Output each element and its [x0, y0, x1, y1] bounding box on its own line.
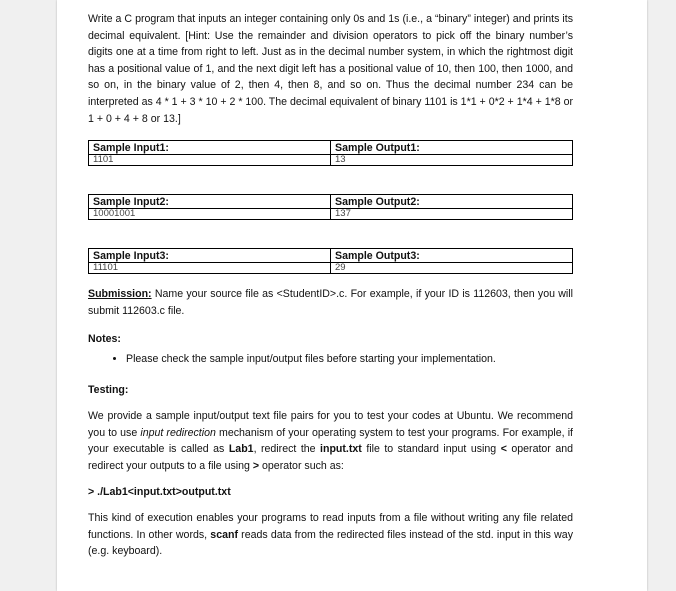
- sample-table-1: [88, 140, 573, 166]
- command-example: > ./Lab1<input.txt>output.txt: [88, 485, 231, 498]
- testing-heading: Testing:: [88, 383, 129, 396]
- notes-heading: Notes:: [88, 333, 121, 346]
- sample-input-label: Sample Input2:: [93, 196, 169, 209]
- input-file-name: input.txt: [320, 443, 362, 456]
- executable-name: Lab1: [228, 443, 254, 456]
- sample-input-cell: [89, 195, 331, 220]
- scanf-paragraph: [88, 510, 573, 560]
- sample-input-value: 1101: [89, 154, 330, 165]
- sample-output-cell: [331, 249, 573, 274]
- sample-output-cell: [331, 195, 573, 220]
- scanf-keyword: scanf: [210, 528, 238, 541]
- sample-output-cell: [331, 141, 573, 166]
- testing-text: operator and redirect your outputs to a file using: [88, 443, 573, 472]
- greater-than-operator: >: [252, 459, 260, 472]
- sample-output-value: 137: [331, 208, 572, 219]
- testing-text: , redirect the: [253, 443, 321, 456]
- testing-text: reads data from the redirected files instead of the std. input in this way (e.g. keyboard).: [88, 528, 573, 558]
- sample-output-label: Sample Output2:: [335, 196, 420, 209]
- sample-input-cell: [89, 249, 331, 274]
- sample-input-label: Sample Input3:: [93, 250, 169, 263]
- notes-item: • Please check the sample input/output files before starting your implementation.: [126, 351, 573, 368]
- sample-input-value: 10001001: [89, 208, 330, 219]
- testing-text: operator such as:: [259, 459, 344, 472]
- submission-text: Name your source file as <StudentID>.c. For example, if your ID is 112603, then you will submit 112603.c file.: [88, 288, 573, 317]
- problem-statement: Write a C program that inputs an integer containing only 0s and 1s (i.e., a “binary” integer) and prints its decimal equivalent. [Hint: Use the remainder and division operators to pick off the binary number’s digits one at a time from right to left. Just as in the decimal number system, in which the rightmost digit has a positional value of 1, and the next digit left has a positional value of 10, then 100, then 1000, and so on, in the binary value of 2, then 4, then 8, and so on. Thus the decimal number 234 can be interpreted as 4 * 1 + 3 * 10 + 2 * 100. The decimal equivalent of binary 1101 is 1*1 + 0*2 + 1*4 + 1*8 or 1 + 0 + 4 + 8 or 13.]: [88, 13, 573, 125]
- testing-text: file to standard input using: [361, 443, 501, 456]
- less-than-operator: <: [500, 443, 507, 456]
- testing-text: We provide a sample input/output text file pairs for you to test your codes at Ubuntu. We recommend you to use: [88, 410, 573, 439]
- sample-table-3: [88, 248, 573, 274]
- document-page: [57, 0, 647, 591]
- testing-text: This kind of execution enables your programs to read inputs from a file without writing any file related functions. In other words,: [88, 512, 573, 541]
- sample-input-value: 11101: [89, 262, 330, 273]
- document-content: [88, 11, 573, 560]
- submission-label: Submission:: [88, 288, 152, 301]
- sample-output-label: Sample Output3:: [335, 250, 420, 263]
- testing-paragraph: [88, 408, 573, 474]
- sample-input-label: Sample Input1:: [93, 142, 169, 155]
- notes-list: [88, 351, 573, 368]
- testing-text: mechanism of your operating system to test your programs. For example, if your executable is called as: [88, 426, 573, 456]
- sample-output-label: Sample Output1:: [335, 142, 420, 155]
- sample-output-value: 29: [331, 262, 572, 273]
- sample-table-2: [88, 194, 573, 220]
- sample-output-value: 13: [331, 154, 572, 165]
- sample-input-cell: [89, 141, 331, 166]
- testing-emphasis: input redirection: [140, 426, 216, 439]
- submission-paragraph: [88, 286, 573, 319]
